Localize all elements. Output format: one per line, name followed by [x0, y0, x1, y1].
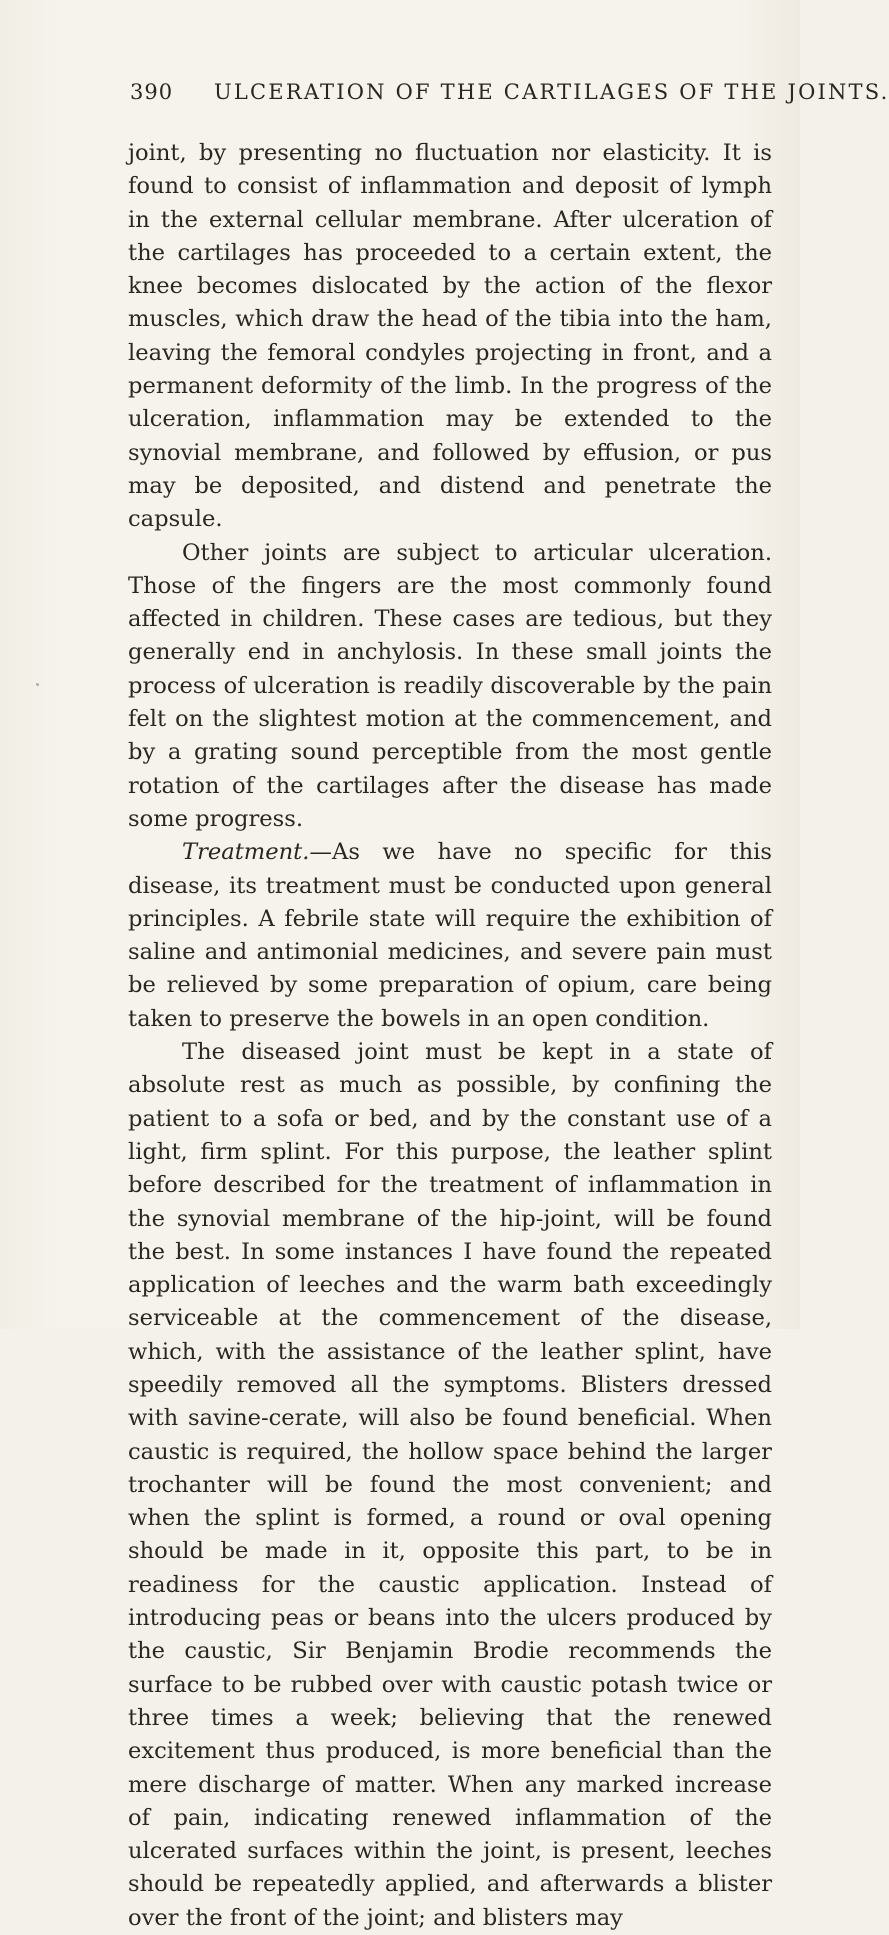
paper-speck: [36, 683, 39, 686]
paragraph-text: —As we have no specific for this disease, its treatment must be conducted upon general principles. A febrile state will require the exhibition of saline and antimonial medicines, and severe pain must be relieved by some preparation of opium, care being taken to preserve the bowels in an open condition.: [128, 839, 772, 1032]
page-number: 390: [130, 80, 174, 104]
paragraph-diseased-joint: [128, 1036, 772, 1935]
paragraph-continuation: [128, 137, 772, 537]
running-header: [130, 80, 889, 116]
section-heading-treatment: Treatment.: [182, 839, 310, 866]
paragraph-text: Other joints are subject to articular ulceration. Those of the fingers are the most commonly found affected in children. These cases are tedious, but they generally end in anchylosis. In these small joints the process of ulceration is readily discoverable by the pain felt on the slightest motion at the commencement, and by a grating sound perceptible from the most gentle rotation of the cartilages after the disease has made some progress.: [128, 539, 772, 832]
paragraph-other-joints: [128, 537, 772, 837]
body-text: [128, 137, 772, 1935]
running-title: ULCERATION OF THE CARTILAGES OF THE JOINTS.: [213, 80, 889, 104]
paragraph-treatment: [128, 836, 772, 1036]
paragraph-text: joint, by presenting no fluctuation nor elasticity. It is found to consist of inflammation and deposit of lymph in the external cellular membrane. After ulceration of the cartilages has proceeded to a certain extent, the knee becomes dislocated by the action of the flexor muscles, which draw the head of the tibia into the ham, leaving the femoral condyles projecting in front, and a permanent deformity of the limb. In the progress of the ulceration, inflammation may be extended to the synovial membrane, and followed by effusion, or pus may be deposited, and distend and penetrate the capsule.: [128, 140, 772, 533]
paragraph-text: The diseased joint must be kept in a state of absolute rest as much as possible, by confining the patient to a sofa or bed, and by the constant use of a light, firm splint. For this purpose, the leather splint before described for the treatment of inflammation in the synovial membrane of the hip-joint, will be found the best. In some instances I have found the repeated application of leeches and the warm bath exceedingly serviceable at the commencement of the disease, which, with the assistance of the leather splint, have speedily removed all the symptoms. Blisters dressed with savine-cerate, will also be found beneficial. When caustic is required, the hollow space behind the larger trochanter will be found the most convenient; and when the splint is formed, a round or oval opening should be made in it, opposite this part, to be in readiness for the caustic application. Instead of introducing peas or beans into the ulcers produced by the caustic, Sir Benjamin Brodie recommends the surface to be rubbed over with caustic potash twice or three times a week; believing that the renewed excitement thus produced, is more beneficial than the mere discharge of matter. When any marked increase of pain, indicating renewed inflammation of the ulcerated surfaces within the joint, is present, leeches should be repeatedly applied, and afterwards a blister over the front of the joint; and blisters may: [128, 1039, 772, 1931]
